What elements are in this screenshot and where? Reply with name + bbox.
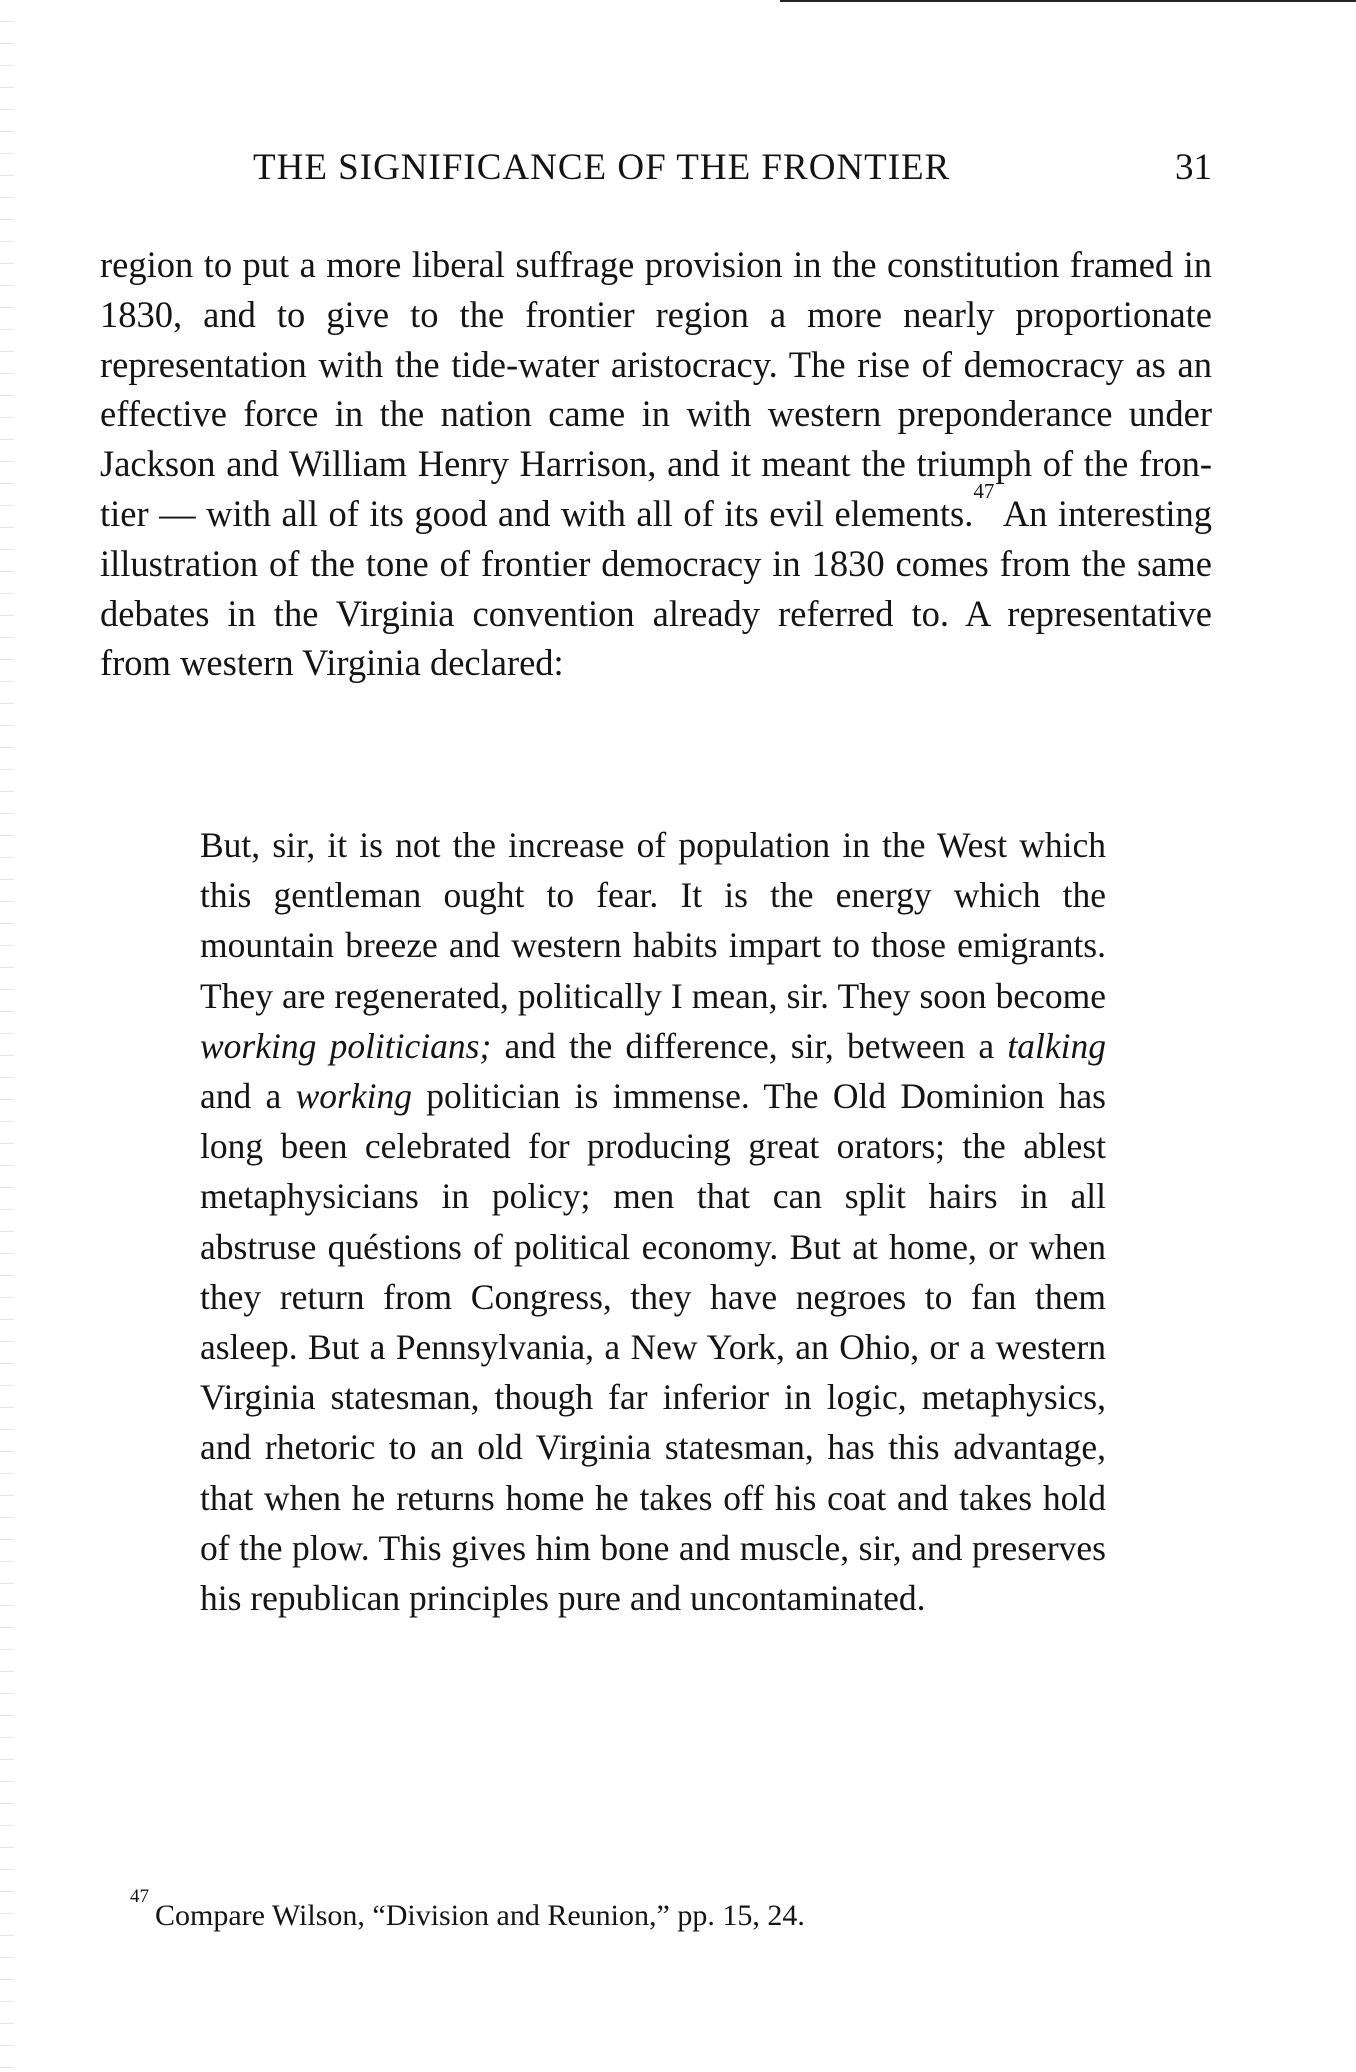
paragraph-part-1: region to put a more liberal suffrage provision in the constitution framed in 1830, and to give to the frontier region a more nearly proportionate representation with the tide-water aristocracy. The rise of democracy as an effective force in the nation came in with western preponderance under Jackson and William Henry Harrison, and it meant the triumph of the frontier — with all of its good and with all of its evil elements. [100,244,1212,534]
footnote-text: Compare Wilson, “Division and Reunion,” pp. 15, 24. [155,1899,805,1932]
quote-part-4: politician is immense. The Old Dominion has long been celebrated for producing great orators; the ablest metaphysicians in policy; men that can split hairs in all abstruse quéstions of political economy. But at home, or when they return from Congress, they have negroes to fan them asleep. But a Pennsylvania, a New York, an Ohio, or a western Virginia statesman, though far inferior in logic, metaphysics, and rhetoric to an old Virginia statesman, has this advantage, that when he returns home he takes off his coat and takes hold of the plow. This gives him bone and muscle, sir, and preserves his republican principles pure and uncontaminated. [200,1076,1106,1619]
page-number: 31 [1175,147,1212,188]
paragraph-text [100,240,1212,688]
quote-part-2: and the difference, sir, between a [491,1025,1008,1066]
quote-text [200,820,1106,1623]
top-edge-rule [780,0,1356,2]
quote-part-3: and a [200,1076,296,1117]
running-header [100,146,1212,196]
quote-italic-working: working [295,1076,412,1117]
running-title: THE SIGNIFICANCE OF THE FRONTIER [253,147,951,188]
footnote-reference: 47 [973,478,995,503]
quote-italic-working-politicians: working politicians; [200,1025,492,1066]
block-quote [200,820,1106,1623]
footnote [130,1886,1130,1936]
quote-part-1: But, sir, it is not the increase of population in the West which this gentleman ought to fear. It is the energy which the mountain breeze and western habits impart to those emigrants. They are regenerated, politically I mean, sir. They soon become [200,825,1106,1016]
footnote-number: 47 [130,1886,149,1907]
page-edge-shading [0,0,14,2072]
body-paragraph [100,240,1212,688]
quote-italic-talking: talking [1007,1025,1106,1066]
paragraph-part-2: An interesting illustration of the tone of frontier democracy in 1830 comes from the same debates in the Virginia convention already referred to. A representative from western Virginia declared: [100,492,1213,684]
